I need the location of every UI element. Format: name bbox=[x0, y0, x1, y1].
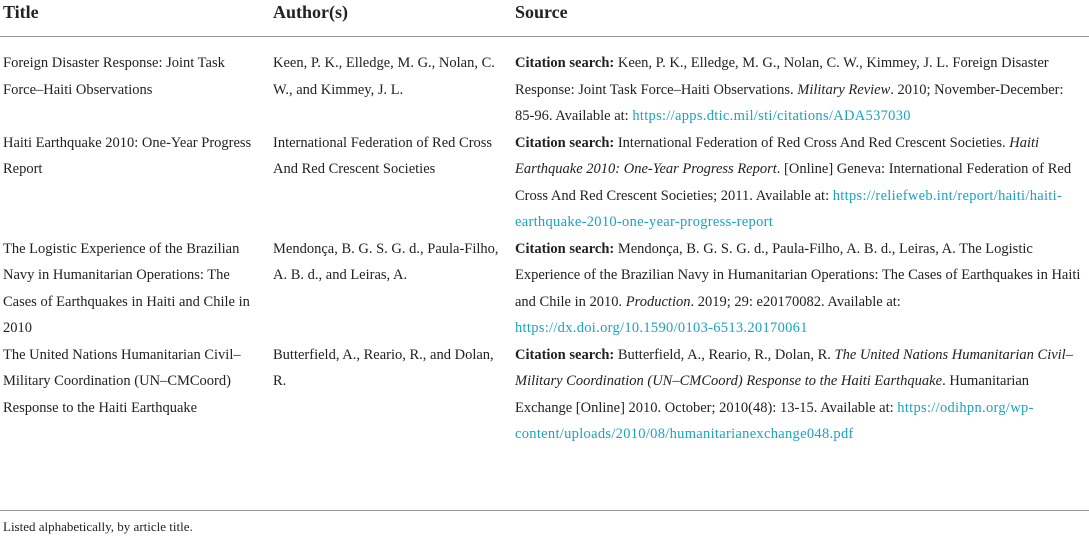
table-row bbox=[0, 37, 1089, 130]
citation-link[interactable]: https://apps.dtic.mil/sti/citations/ADA537030 bbox=[632, 108, 911, 124]
citation-italic: The United Nations Humanitarian Civil–Military Coordination (UN–CMCoord) Response to the Haiti Earthquake bbox=[515, 346, 1073, 389]
row-authors: Butterfield, A., Reario, R., and Dolan, R. bbox=[273, 346, 494, 389]
citation-italic: Haiti Earthquake 2010: One-Year Progress Report bbox=[515, 134, 1040, 177]
table-row bbox=[0, 130, 1089, 236]
row-authors: International Federation of Red Cross And Red Crescent Societies bbox=[273, 134, 493, 177]
citation-text: . [Online] Geneva: International Federation of Red Cross And Red Crescent Societies; 2011. Available at: bbox=[515, 161, 1072, 204]
citation-label: Citation search: bbox=[515, 134, 615, 151]
row-authors: Mendonça, B. G. S. G. d., Paula-Filho, A. B. d., and Leiras, A. bbox=[273, 240, 499, 283]
citation-text: Mendonça, B. G. S. G. d., Paula-Filho, A. B. d., Leiras, A. The Logistic Experience of the Brazilian Navy in Humanitarian Operations: The Cases of Earthquakes in Haiti and Chile in 2010. bbox=[515, 240, 1081, 310]
row-source bbox=[512, 236, 1089, 342]
row-source bbox=[512, 342, 1089, 448]
citation-text: . Humanitarian Exchange [Online] 2010. October; 2010(48): 13-15. Available at: bbox=[515, 373, 1030, 416]
citation-text: . 2019; 29: e20170082. Available at: bbox=[690, 293, 901, 310]
header-authors: Author(s) bbox=[270, 0, 512, 37]
table-row bbox=[0, 236, 1089, 342]
row-source bbox=[512, 37, 1089, 130]
citation-italic: Production bbox=[625, 293, 691, 310]
row-authors: Keen, P. K., Elledge, M. G., Nolan, C. W., and Kimmey, J. L. bbox=[273, 55, 495, 98]
citation-link[interactable]: https://dx.doi.org/10.1590/0103-6513.20170061 bbox=[515, 320, 808, 336]
header-title: Title bbox=[0, 0, 270, 37]
citation-text: Keen, P. K., Elledge, M. G., Nolan, C. W., Kimmey, J. L. Foreign Disaster Response: Joint Task Force–Haiti Observations. bbox=[515, 55, 1049, 98]
table-row bbox=[0, 342, 1089, 448]
citation-label: Citation search: bbox=[515, 346, 615, 363]
row-title: The Logistic Experience of the Brazilian Navy in Humanitarian Operations: The Cases of Earthquakes in Haiti and Chile in 2010 bbox=[3, 240, 250, 336]
citation-label: Citation search: bbox=[515, 55, 615, 71]
citation-italic: Military Review bbox=[797, 81, 891, 98]
table-bottom-rule bbox=[0, 510, 1089, 511]
header-source: Source bbox=[512, 0, 1089, 37]
header-row bbox=[0, 0, 1089, 37]
row-title: Haiti Earthquake 2010: One-Year Progress Report bbox=[3, 134, 252, 177]
row-title: The United Nations Humanitarian Civil–Military Coordination (UN–CMCoord) Response to the Haiti Earthquake bbox=[3, 346, 241, 416]
row-title: Foreign Disaster Response: Joint Task Force–Haiti Observations bbox=[3, 55, 225, 98]
citation-link[interactable]: https://odihpn.org/wp-content/uploads/2010/08/humanitarianexchange048.pdf bbox=[515, 399, 1034, 442]
table-footnote: Listed alphabetically, by article title. bbox=[3, 519, 193, 534]
citation-label: Citation search: bbox=[515, 240, 615, 257]
citation-text: International Federation of Red Cross And Red Crescent Societies. bbox=[614, 134, 1010, 151]
citation-text: . 2010; November-December: 85-96. Available at: bbox=[515, 81, 1064, 124]
citation-link[interactable]: https://reliefweb.int/report/haiti/haiti-earthquake-2010-one-year-progress-report bbox=[515, 187, 1063, 230]
row-source bbox=[512, 130, 1089, 236]
citation-text: Butterfield, A., Reario, R., Dolan, R. bbox=[614, 346, 835, 363]
